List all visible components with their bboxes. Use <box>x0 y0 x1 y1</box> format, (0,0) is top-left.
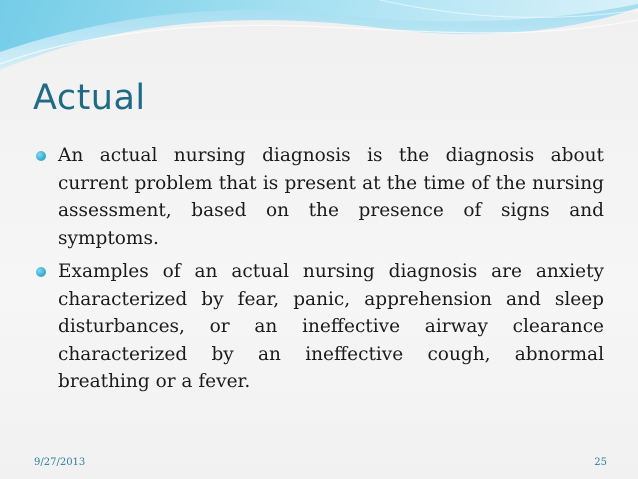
slide-title: Actual <box>33 78 146 118</box>
bullet-text: An actual nursing diagnosis is the diagnosis about current problem that is present at the time of the nursing assessment, based on the presence of signs and symptoms. <box>58 145 604 249</box>
bullet-item <box>34 142 604 252</box>
bullet-item <box>34 258 604 396</box>
bullet-dot-icon <box>36 267 46 277</box>
bullet-text: Examples of an actual nursing diagnosis are anxiety characterized by fear, panic, apprehension and sleep disturbances, or an ineffective airway clearance characterized by an ineffective cough, abnormal breathing or a fever. <box>58 261 604 392</box>
footer-date: 9/27/2013 <box>34 457 86 468</box>
bullet-dot-icon <box>36 151 46 161</box>
page-number: 25 <box>594 457 607 468</box>
bullet-list <box>34 142 604 402</box>
header-wave-decoration <box>0 0 638 80</box>
